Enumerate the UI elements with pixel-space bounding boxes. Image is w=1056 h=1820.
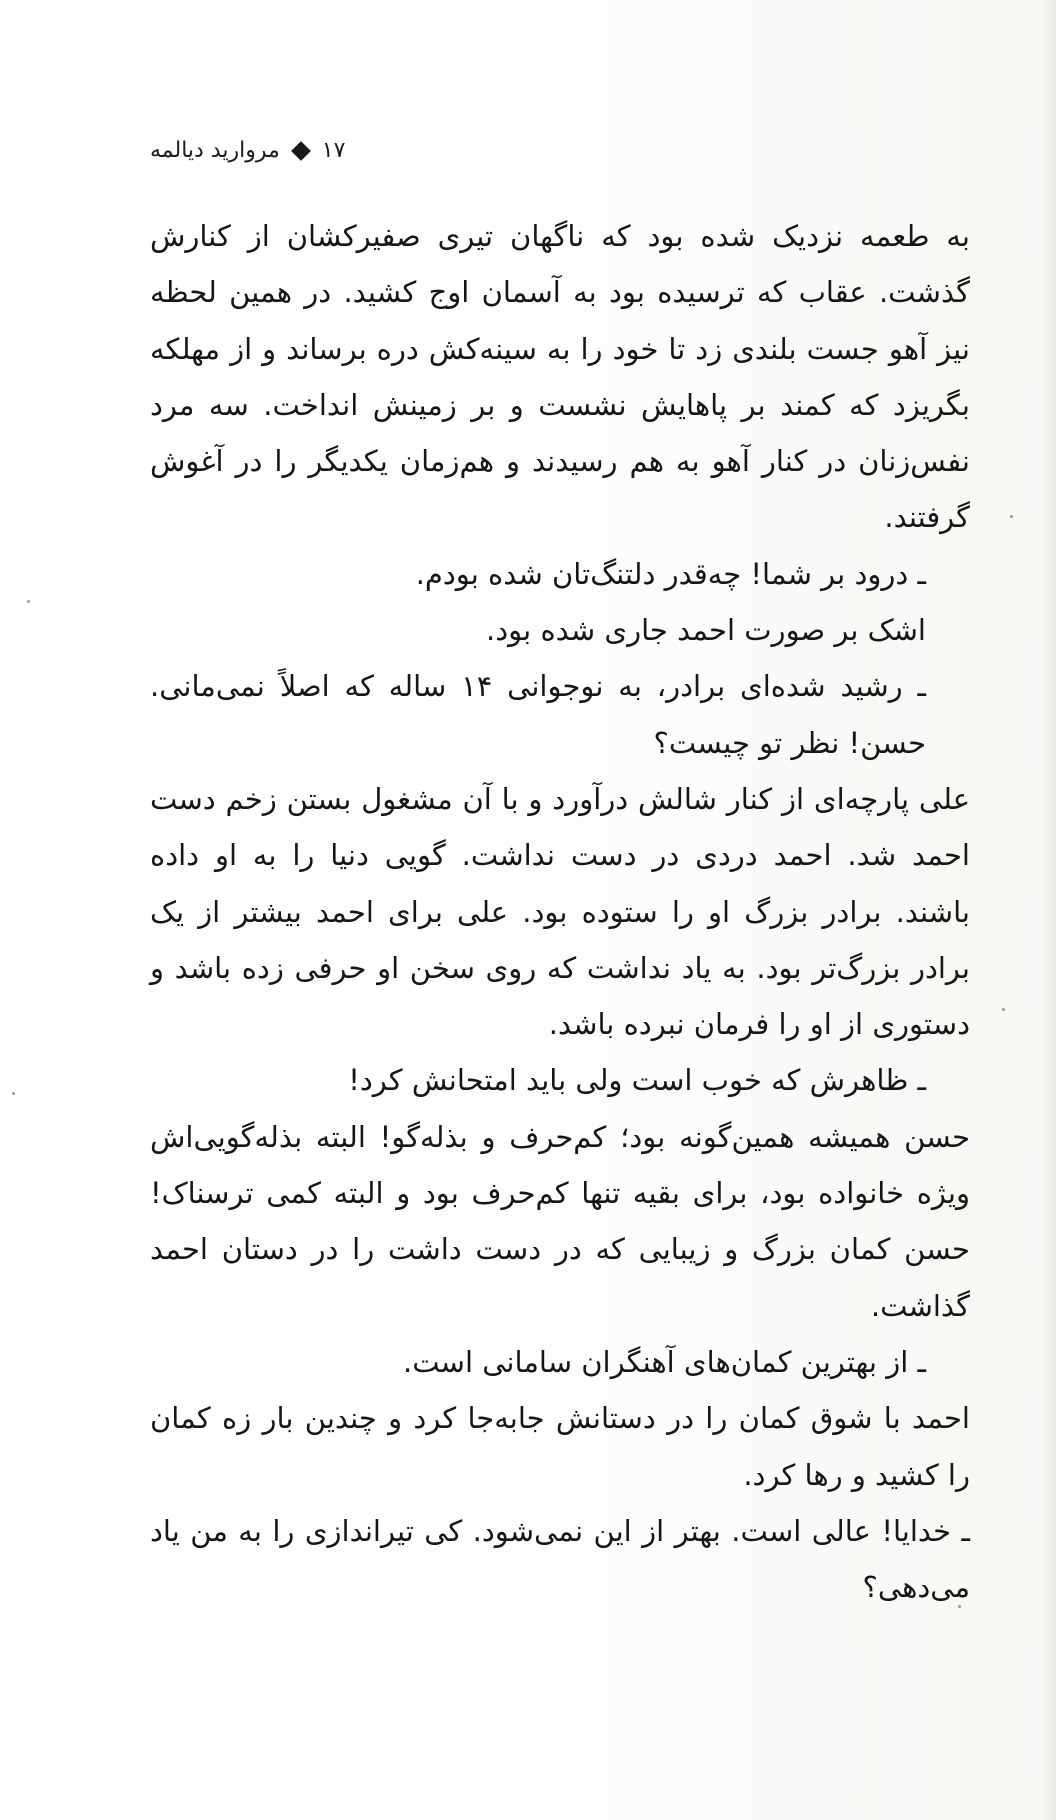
dialogue-line: ـ درود بر شما! چه‌قدر دلتنگ‌تان شده بودم. [415, 556, 926, 591]
paragraph: علی پارچه‌ای از کنار شالش درآورد و با آن مشغول بستن زخم دست احمد شد. احمد دردی در دست نداشت. گویی دنیا را به او داده باشند. برادر بزرگ او را ستوده بود. علی برای احمد بیشتر از یک برادر بزرگ‌تر بود. به یاد نداشت که روی سخن او حرفی زده باشد و دستوری از او را فرمان نبرده باشد. [150, 781, 970, 1042]
page-edge-shadow [1042, 0, 1056, 1820]
paper-speck [1010, 515, 1013, 518]
paragraph: ـ خدایا! عالی است. بهتر از این نمی‌شود. کی تیراندازی را به من یاد می‌دهی؟ [150, 1513, 970, 1605]
diamond-ornament-icon [291, 141, 311, 161]
paragraph: احمد با شوق کمان را در دستانش جابه‌جا کرد و چندین بار زه کمان را کشید و رها کرد. [150, 1401, 970, 1492]
body-text [150, 208, 970, 1615]
paper-speck [958, 1605, 961, 1608]
dialogue-line: ـ ظاهرش که خوب است ولی باید امتحانش کرد! [348, 1063, 926, 1098]
paragraph: به طعمه نزدیک شده بود که ناگهان تیری صفیرکشان از کنارش گذشت. عقاب که ترسیده بود به آسمان اوج کشید. در همین لحظه نیز آهو جست بلندی زد تا خود را به سینه‌کش دره برساند و از مهلکه بگریزد که کمند بر پاهایش نشست و بر زمینش انداخت. سه مرد نفس‌زنان در کنار آهو به هم رسیدند و هم‌زمان یکدیگر را در آغوش گرفتند. [150, 219, 970, 535]
dialogue-line: ـ رشید شده‌ای برادر، به نوجوانی ۱۴ ساله که اصلاً نمی‌مانی. حسن! نظر تو چیست؟ [150, 669, 926, 760]
paragraph: حسن همیشه همین‌گونه بود؛ کم‌حرف و بذله‌گو! البته بذله‌گویی‌اش ویژه خانواده بود، برای بقیه تنها کم‌حرف بود و البته کمی ترسناک! حسن کمان بزرگ و زیبایی که در دست داشت را در دستان احمد گذاشت. [150, 1119, 970, 1323]
page-header [150, 138, 345, 163]
dialogue-line: ـ از بهترین کمان‌های آهنگران سامانی است. [402, 1344, 926, 1379]
page-number: ۱۷ [321, 138, 346, 163]
paper-speck [1002, 1008, 1005, 1011]
running-title: مروارید دیالمه [150, 138, 280, 163]
dialogue-line: اشک بر صورت احمد جاری شده بود. [486, 613, 926, 648]
paper-speck [12, 1092, 15, 1095]
paper-speck [27, 600, 30, 603]
